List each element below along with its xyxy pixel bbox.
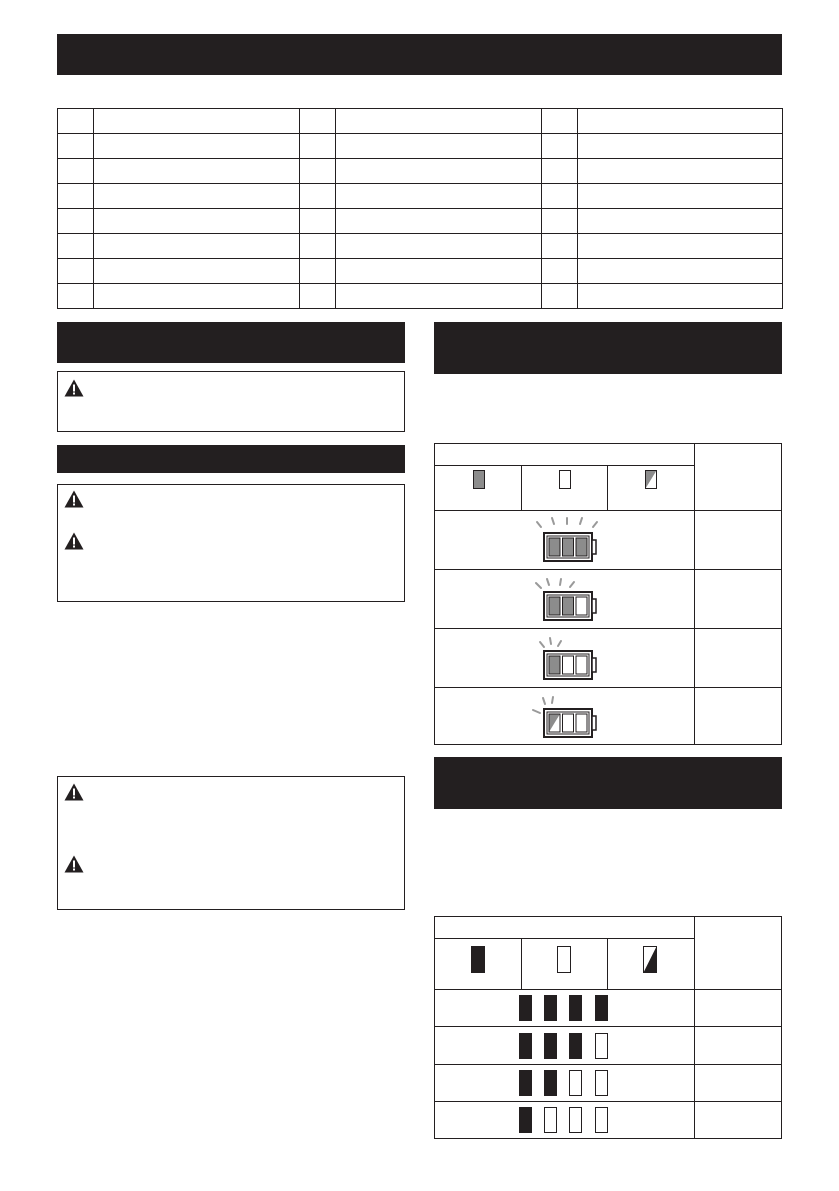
charge-indicator-table [434, 443, 782, 745]
table-cell [94, 134, 300, 159]
table-cell [58, 234, 94, 259]
table-cell [300, 134, 336, 159]
battery-level-2-icon [527, 634, 607, 684]
warning-box-1 [57, 371, 405, 432]
table-cell [578, 209, 783, 234]
table-cell [542, 234, 578, 259]
table-cell [336, 159, 542, 184]
table-cell [336, 234, 542, 259]
indicator-lamp-lit [544, 1033, 557, 1059]
table-cell [300, 109, 336, 134]
indicator-lamp-lit [519, 995, 532, 1021]
warning-box-3 [57, 776, 405, 910]
indicator-lamp-off [544, 1107, 557, 1133]
table-cell [94, 234, 300, 259]
table-cell [578, 259, 783, 284]
off-indicator-icon [559, 470, 571, 489]
table-cell [336, 284, 542, 309]
table-cell [94, 159, 300, 184]
table-cell [94, 259, 300, 284]
table-cell [542, 184, 578, 209]
table-cell [300, 184, 336, 209]
table-row [58, 259, 783, 284]
lit-indicator-icon [473, 470, 485, 489]
table-cell [542, 134, 578, 159]
table-cell [300, 234, 336, 259]
table-cell [300, 159, 336, 184]
indicator-lamp-lit [569, 995, 582, 1021]
indicator-lamp-lit [544, 1070, 557, 1096]
table-cell [58, 284, 94, 309]
indicator-lamp-off [595, 1033, 608, 1059]
battery-level-1-icon [527, 692, 607, 742]
table-cell [58, 209, 94, 234]
table-cell [542, 109, 578, 134]
table-row [58, 134, 783, 159]
blinking-indicator-icon [643, 946, 657, 973]
battery-level-3-icon [527, 575, 607, 625]
table-row [58, 284, 783, 309]
indicator-lamp-lit [595, 995, 608, 1021]
indicator-lamp-off [569, 1070, 582, 1096]
table-cell [542, 259, 578, 284]
warning-triangle-icon [64, 532, 84, 550]
section-heading-bar-left [57, 322, 405, 363]
table-cell [336, 209, 542, 234]
table-row [58, 234, 783, 259]
table-cell [542, 159, 578, 184]
warning-triangle-icon [64, 855, 84, 873]
warning-triangle-icon [64, 379, 84, 397]
table-cell [58, 159, 94, 184]
warning-box-2 [57, 484, 405, 602]
table-row [58, 184, 783, 209]
table-row [58, 109, 783, 134]
table-cell [542, 209, 578, 234]
table-cell [94, 209, 300, 234]
indicator-lamp-off [595, 1107, 608, 1133]
indicator-lamp-lit [569, 1033, 582, 1059]
half-blinking-indicator-icon [645, 470, 657, 489]
table-cell [300, 284, 336, 309]
table-cell [578, 109, 783, 134]
off-indicator-icon [557, 946, 571, 973]
table-cell [542, 284, 578, 309]
section-heading-bar-right-1 [434, 322, 782, 374]
warning-triangle-icon [64, 783, 84, 801]
table-cell [578, 184, 783, 209]
table-row [58, 209, 783, 234]
battery-level-4-icon [527, 516, 607, 566]
table-cell [336, 134, 542, 159]
parts-table [57, 108, 783, 309]
indicator-lamp-off [569, 1107, 582, 1133]
table-cell [336, 109, 542, 134]
table-cell [578, 134, 783, 159]
table-cell [58, 134, 94, 159]
table-cell [336, 184, 542, 209]
lit-indicator-icon [471, 946, 485, 973]
warning-triangle-icon [64, 490, 84, 508]
indicator-lamp-lit [544, 995, 557, 1021]
table-cell [300, 259, 336, 284]
table-cell [578, 284, 783, 309]
indicator-lamp-lit [519, 1033, 532, 1059]
subsection-heading-bar [57, 445, 405, 473]
capacity-indicator-table [434, 916, 782, 1139]
table-cell [300, 209, 336, 234]
table-cell [94, 184, 300, 209]
indicator-lamp-lit [519, 1070, 532, 1096]
top-heading-bar [57, 34, 782, 75]
table-cell [578, 234, 783, 259]
table-cell [58, 259, 94, 284]
indicator-lamp-lit [519, 1107, 532, 1133]
table-cell [336, 259, 542, 284]
section-heading-bar-right-2 [434, 757, 782, 809]
table-cell [58, 184, 94, 209]
indicator-lamp-off [595, 1070, 608, 1096]
table-cell [94, 284, 300, 309]
table-row [58, 159, 783, 184]
table-cell [58, 109, 94, 134]
table-cell [94, 109, 300, 134]
table-cell [578, 159, 783, 184]
